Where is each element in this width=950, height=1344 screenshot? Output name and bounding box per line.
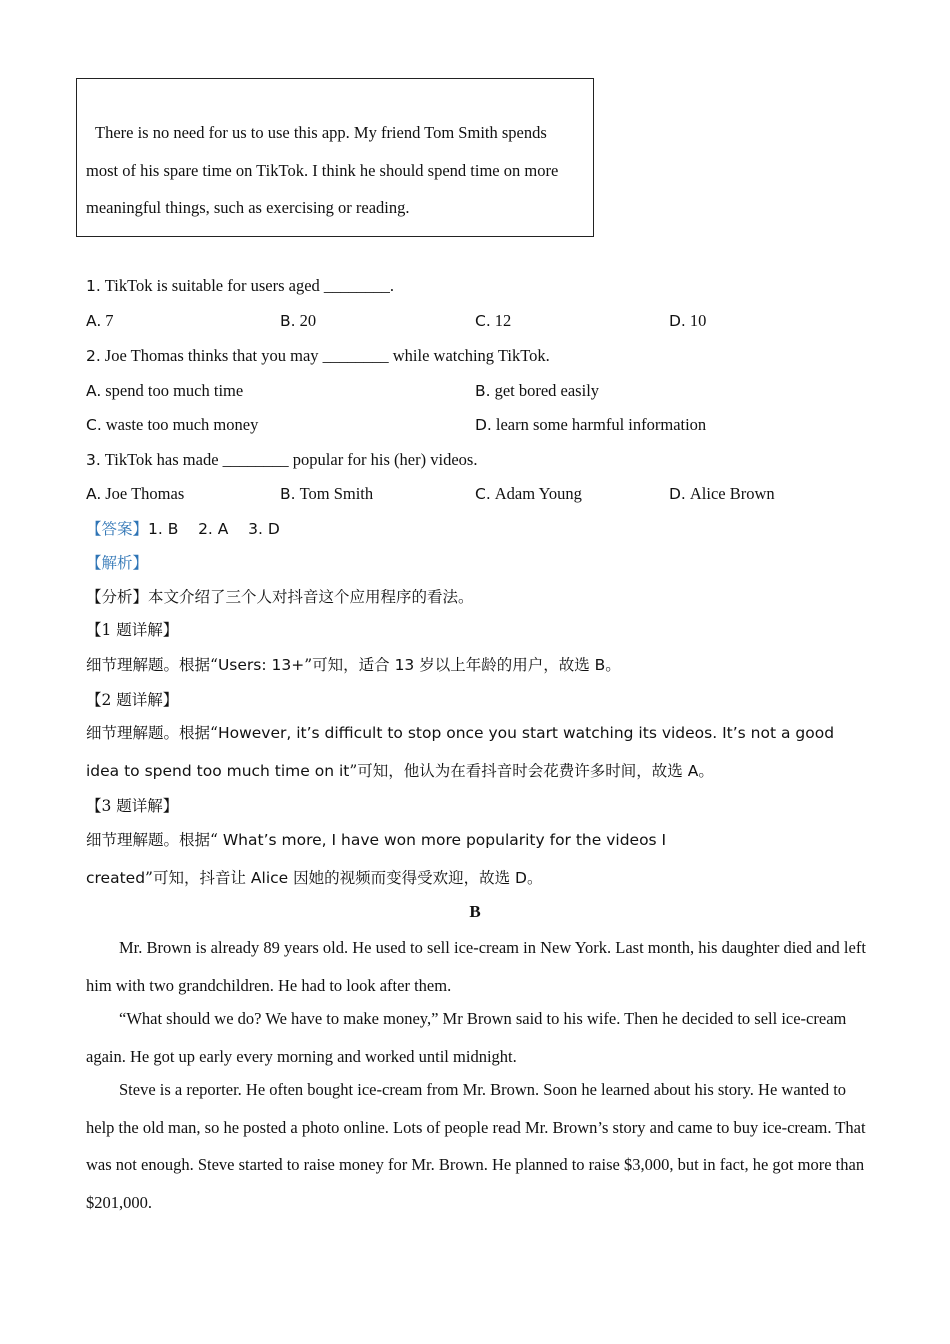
answer-line xyxy=(86,519,280,539)
option-text: learn some harmful information xyxy=(495,415,707,434)
detail-end: 。 xyxy=(526,869,543,887)
answer-text: 1. B 2. A 3. D xyxy=(148,520,280,538)
option-text: 20 xyxy=(299,311,317,330)
detail-quote: However, it’s difficult to stop once you start watching its videos. It’s not a good idea to spend too much time on it xyxy=(86,724,835,780)
detail-prefix: 细节理解题。根据“ xyxy=(86,724,218,742)
analysis-tag-line xyxy=(86,553,148,573)
detail-prefix: 细节理解题。根据“ xyxy=(86,831,223,849)
question-stem: TikTok has made ________ popular for his (her) videos. xyxy=(104,450,478,469)
question-2 xyxy=(86,346,550,366)
detail-end: 。 xyxy=(698,762,714,780)
answer-tag: 【答案】 xyxy=(86,520,149,538)
option-label: C. xyxy=(475,485,491,503)
option-1b xyxy=(280,311,316,331)
option-label: C. xyxy=(475,312,491,330)
summary-text: 本文介绍了三个人对抖音这个应用程序的看法。 xyxy=(148,588,474,606)
option-text: 7 xyxy=(105,311,114,330)
detail-suffix: ”可知，他认为在看抖音时会花费许多时间，故选 xyxy=(349,762,688,780)
option-text: Alice Brown xyxy=(689,484,775,503)
option-label: D. xyxy=(669,312,686,330)
option-text: Tom Smith xyxy=(299,484,374,503)
analysis-tag: 【解析】 xyxy=(86,554,149,572)
option-text: 10 xyxy=(689,311,707,330)
option-label: B. xyxy=(280,485,296,503)
summary-line xyxy=(86,587,474,607)
option-1a xyxy=(86,311,114,331)
question-stem: Joe Thomas thinks that you may ________ while watching TikTok. xyxy=(104,346,550,365)
option-label: A. xyxy=(86,382,102,400)
detail-2-text xyxy=(86,714,871,790)
question-number: 3. xyxy=(86,451,101,469)
option-text: Adam Young xyxy=(494,484,582,503)
detail-title: 【2 题详解】 xyxy=(86,691,179,709)
detail-suffix-2: 岁以上年龄的用户，故选 xyxy=(414,656,595,674)
question-number: 1. xyxy=(86,277,101,295)
section-b-paragraph-1: Mr. Brown is already 89 years old. He used to sell ice-cream in New York. Last month, his daughter died and left him with two grandchildren. He had to look after them. xyxy=(86,938,866,995)
summary-tag: 【分析】 xyxy=(86,588,149,606)
option-1d xyxy=(669,311,706,331)
option-text: Joe Thomas xyxy=(105,484,185,503)
section-b-paragraph-2: “What should we do? We have to make money,” Mr Brown said to his wife. Then he decided to sell ice-cream again. He got up early every morning and worked until midnight. xyxy=(86,1009,847,1066)
detail-suffix-2: 因她的视频而变得受欢迎，故选 xyxy=(288,869,516,887)
option-2b xyxy=(475,381,599,401)
option-2a xyxy=(86,381,243,401)
passage-text: There is no need for us to use this app. My friend Tom Smith spends most of his spare time on TikTok. I think he should spend time on more meaningful things, such as exercising or reading. xyxy=(86,123,559,217)
detail-suffix: ”可知，适合 xyxy=(304,656,395,674)
option-2d xyxy=(475,415,706,435)
detail-1-title xyxy=(86,620,178,640)
detail-choice: D xyxy=(515,869,527,887)
option-label: B. xyxy=(475,382,491,400)
detail-3-title xyxy=(86,796,178,816)
detail-title: 【1 题详解】 xyxy=(86,621,179,639)
detail-choice: A xyxy=(687,762,699,780)
option-label: D. xyxy=(475,416,492,434)
option-label: D. xyxy=(669,485,686,503)
section-b-heading: B xyxy=(469,902,481,921)
option-label: A. xyxy=(86,312,102,330)
option-text: waste too much money xyxy=(105,415,259,434)
detail-title: 【3 题详解】 xyxy=(86,797,179,815)
detail-2-title xyxy=(86,690,178,710)
option-label: B. xyxy=(280,312,296,330)
option-3a xyxy=(86,484,184,504)
detail-end: 。 xyxy=(605,656,621,674)
option-3b xyxy=(280,484,373,504)
question-number: 2. xyxy=(86,347,101,365)
detail-number: 13 xyxy=(394,656,415,674)
detail-quote: Users: 13+ xyxy=(217,656,305,674)
detail-name: Alice xyxy=(250,869,289,887)
detail-quote: What’s more, I have won more popularity for the videos I created xyxy=(86,831,667,887)
option-3c xyxy=(475,484,582,504)
question-stem: TikTok is suitable for users aged ________. xyxy=(104,276,395,295)
option-text: spend too much time xyxy=(105,381,244,400)
option-text: get bored easily xyxy=(494,381,600,400)
option-text: 12 xyxy=(494,311,512,330)
option-1c xyxy=(475,311,511,331)
option-label: C. xyxy=(86,416,102,434)
option-label: A. xyxy=(86,485,102,503)
question-1 xyxy=(86,276,394,296)
detail-choice: B xyxy=(594,656,606,674)
option-2c xyxy=(86,415,258,435)
option-3d xyxy=(669,484,775,504)
detail-3-text xyxy=(86,821,871,897)
detail-suffix: ”可知，抖音让 xyxy=(145,869,251,887)
detail-1-text xyxy=(86,655,621,675)
question-3 xyxy=(86,450,477,470)
passage-box xyxy=(76,78,594,237)
detail-prefix: 细节理解题。根据“ xyxy=(86,656,218,674)
section-b-paragraph-3: Steve is a reporter. He often bought ice-cream from Mr. Brown. Soon he learned about his story. He wanted to help the old man, so he posted a photo online. Lots of people read Mr. Brown’s story and came to buy ice-cream. That was not enough. Steve started to raise money for Mr. Brown. He planned to raise $3,000, but in fact, he got more than $201,000. xyxy=(86,1080,866,1212)
